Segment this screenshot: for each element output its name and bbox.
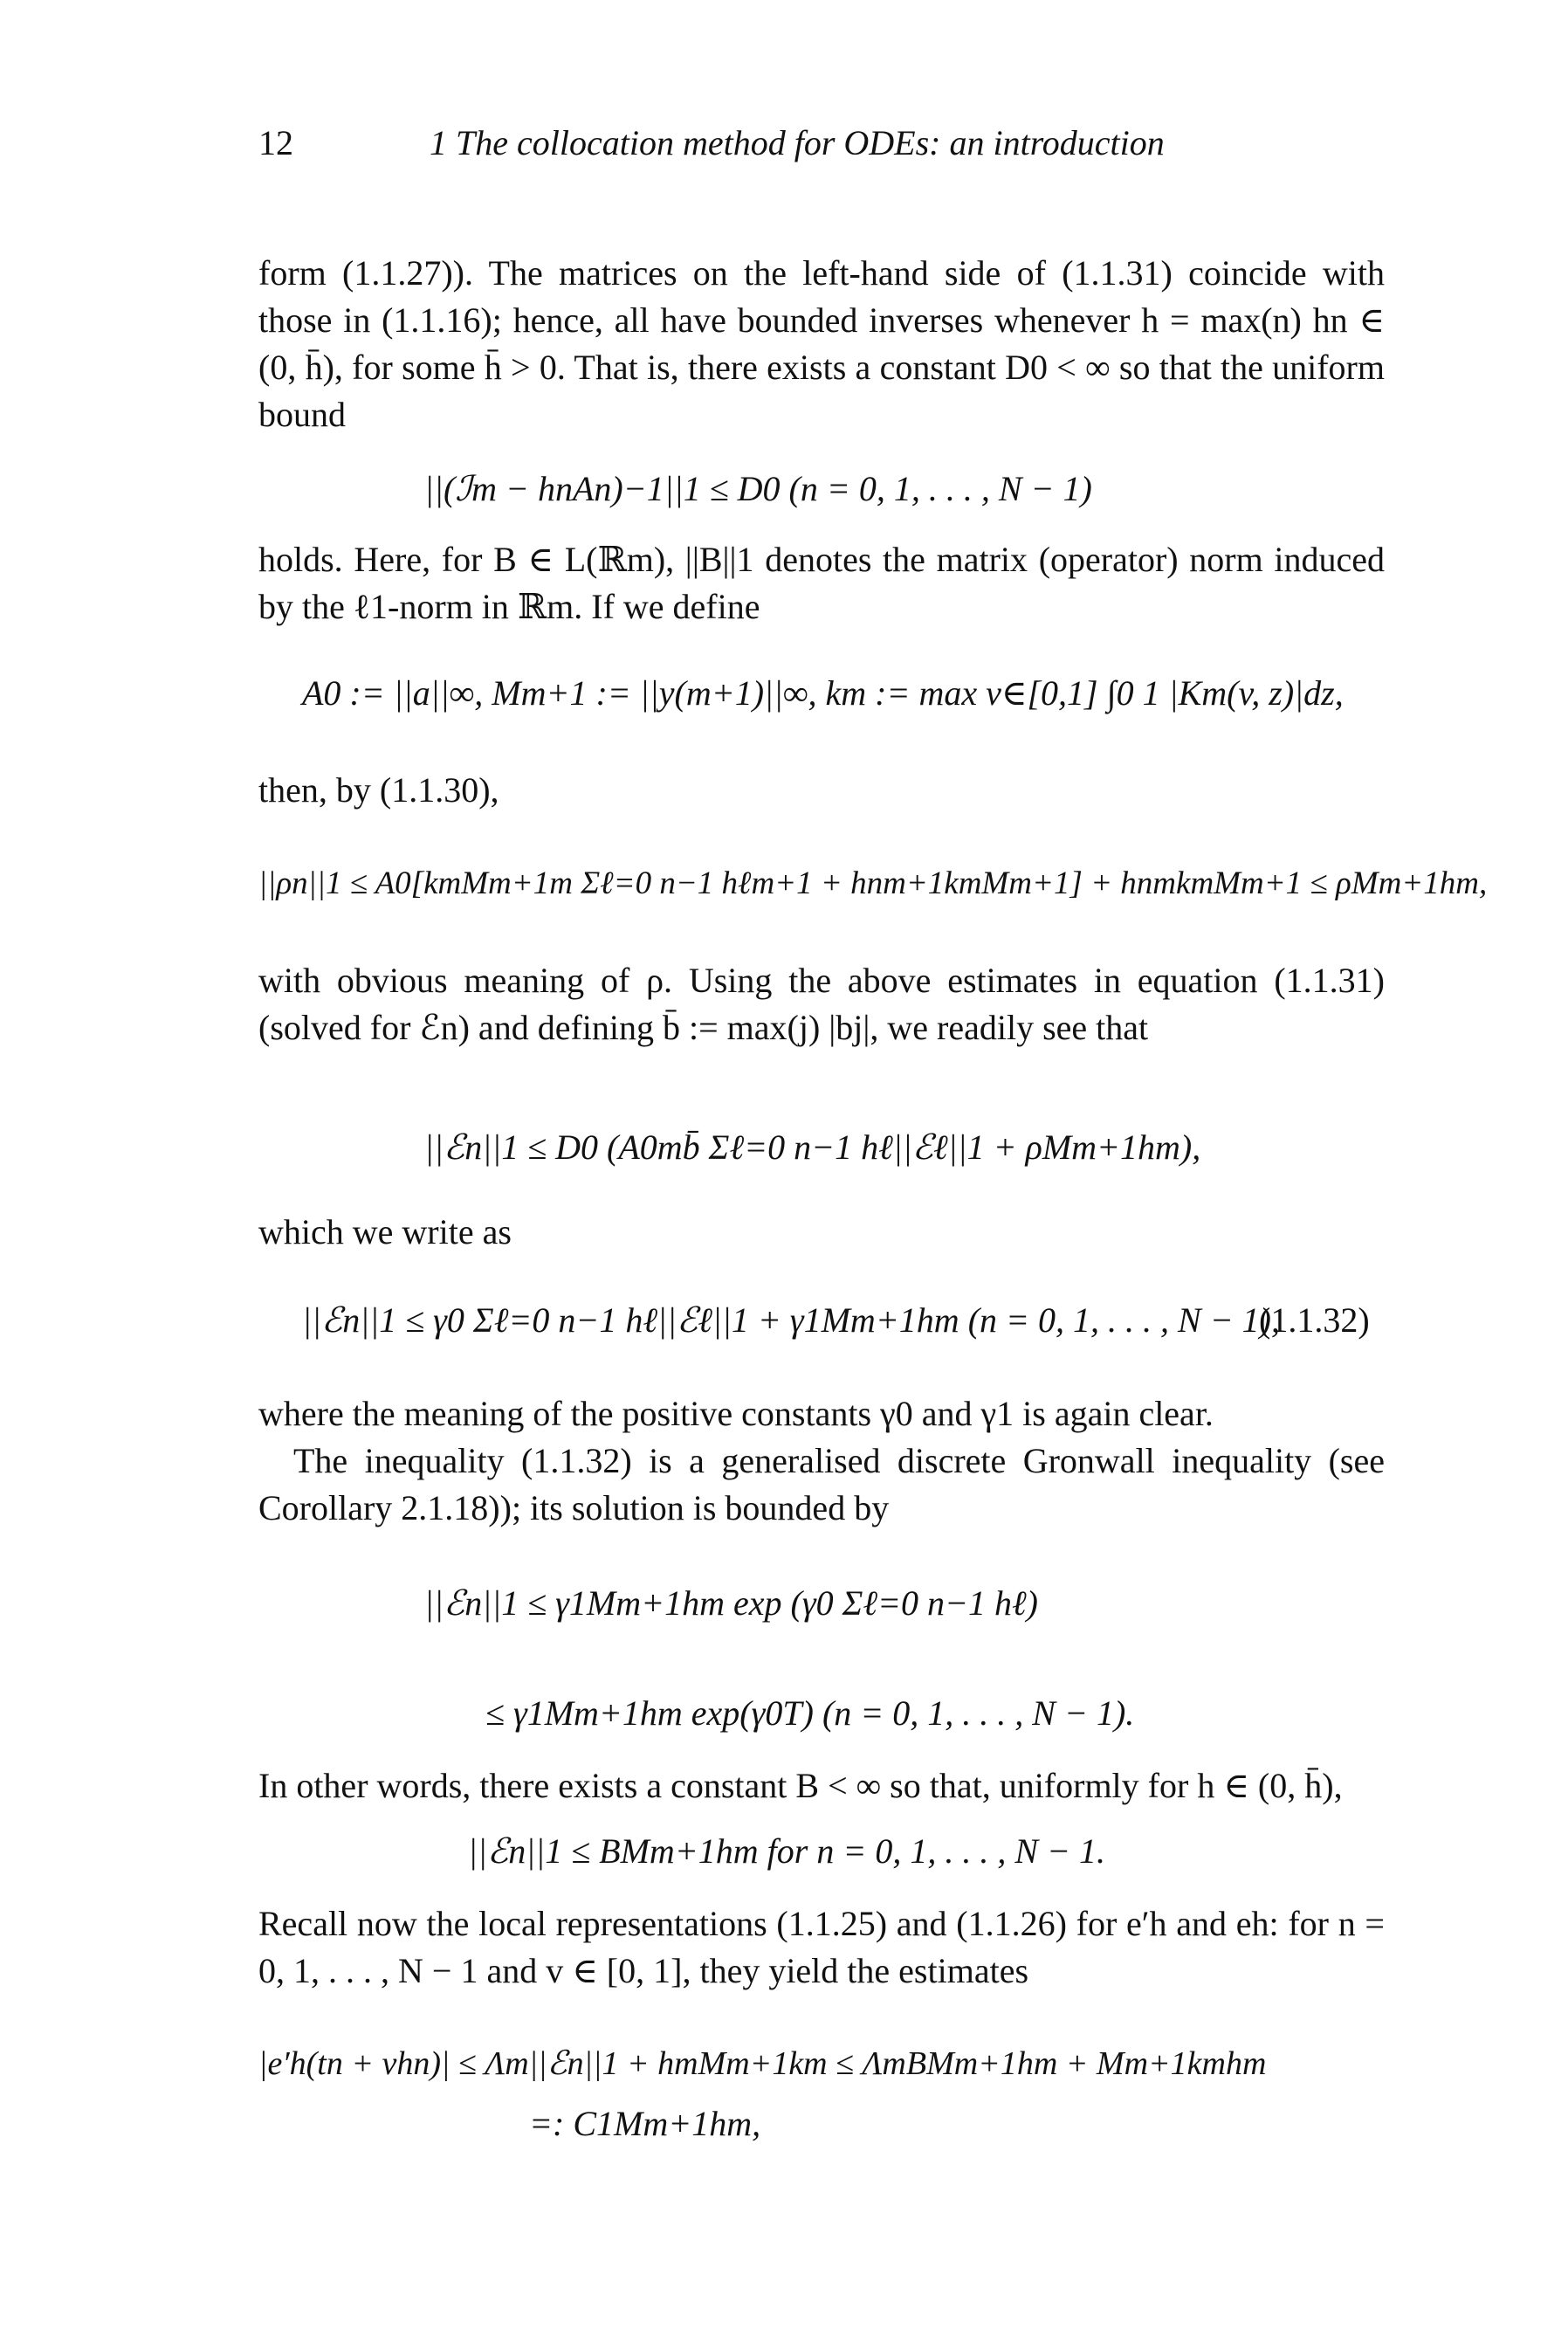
paragraph-2: holds. Here, for B ∈ L(ℝm), ||B||1 denotes the matrix (operator) norm induced by the ℓ1-norm in ℝm. If we define xyxy=(258,540,1385,626)
equation-gronwall-form: ||ℰn||1 ≤ γ0 Σℓ=0 n−1 hℓ||ℰℓ||1 + γ1Mm+1hm (n = 0, 1, . . . , N − 1), xyxy=(302,1300,1280,1340)
page-header xyxy=(258,122,1385,168)
equation-epsilon-estimate: ||ℰn||1 ≤ D0 (A0mb̄ Σℓ=0 n−1 hℓ||ℰℓ||1 + ρMm+1hm), xyxy=(424,1127,1201,1167)
paragraph-3: then, by (1.1.30), xyxy=(258,770,499,810)
running-title: 1 The collocation method for ODEs: an introduction xyxy=(430,123,1165,162)
paragraph-8: In other words, there exists a constant B < ∞ so that, uniformly for h ∈ (0, h̄), xyxy=(258,1766,1343,1805)
equation-bound: ||(ℐm − hnAn)−1||1 ≤ D0 (n = 0, 1, . . . , N − 1) xyxy=(424,469,1092,508)
paragraph-1: form (1.1.27)). The matrices on the left-hand side of (1.1.31) coincide with those in (1.1.16); hence, all have bounded inverses whenever h = max(n) hn ∈ (0, h̄), for some h̄ > 0. That is, there exists a constant D0 < ∞ so that the uniform bound xyxy=(258,253,1385,434)
equation-local-estimate-1: |e′h(tn + vhn)| ≤ Λm||ℰn||1 + hmMm+1km ≤ ΛmBMm+1hm + Mm+1kmhm xyxy=(258,2045,1267,2082)
paragraph-4: with obvious meaning of ρ. Using the above estimates in equation (1.1.31) (solved for ℰn) and defining b̄ := max(j) |bj|, we readily see that xyxy=(258,961,1385,1047)
page-number: 12 xyxy=(258,123,293,162)
equation-solution-bound-2: ≤ γ1Mm+1hm exp(γ0T) (n = 0, 1, . . . , N − 1). xyxy=(485,1693,1135,1733)
equation-number: (1.1.32) xyxy=(1259,1300,1370,1340)
equation-solution-bound-1: ||ℰn||1 ≤ γ1Mm+1hm exp (γ0 Σℓ=0 n−1 hℓ) xyxy=(424,1583,1038,1623)
equation-local-estimate-2: =: C1Mm+1hm, xyxy=(529,2104,761,2143)
equation-uniform-bound: ||ℰn||1 ≤ BMm+1hm for n = 0, 1, . . . , N − 1. xyxy=(468,1831,1106,1871)
paragraph-7: The inequality (1.1.32) is a generalised discrete Gronwall inequality (see Corollary 2.1.18)); its solution is bounded by xyxy=(258,1441,1385,1527)
paragraph-9: Recall now the local representations (1.1.25) and (1.1.26) for e′h and eh: for n = 0, 1, . . . , N − 1 and v ∈ [0, 1], they yield the estimates xyxy=(258,1904,1385,1990)
paragraph-6: where the meaning of the positive constants γ0 and γ1 is again clear. xyxy=(258,1394,1214,1433)
equation-rho-bound: ||ρn||1 ≤ A0[kmMm+1m Σℓ=0 n−1 hℓm+1 + hnm+1kmMm+1] + hnmkmMm+1 ≤ ρMm+1hm, xyxy=(258,865,1488,901)
equation-definitions: A0 := ||a||∞, Mm+1 := ||y(m+1)||∞, km := max v∈[0,1] ∫0 1 |Km(v, z)|dz, xyxy=(302,673,1344,713)
paragraph-5: which we write as xyxy=(258,1212,512,1251)
